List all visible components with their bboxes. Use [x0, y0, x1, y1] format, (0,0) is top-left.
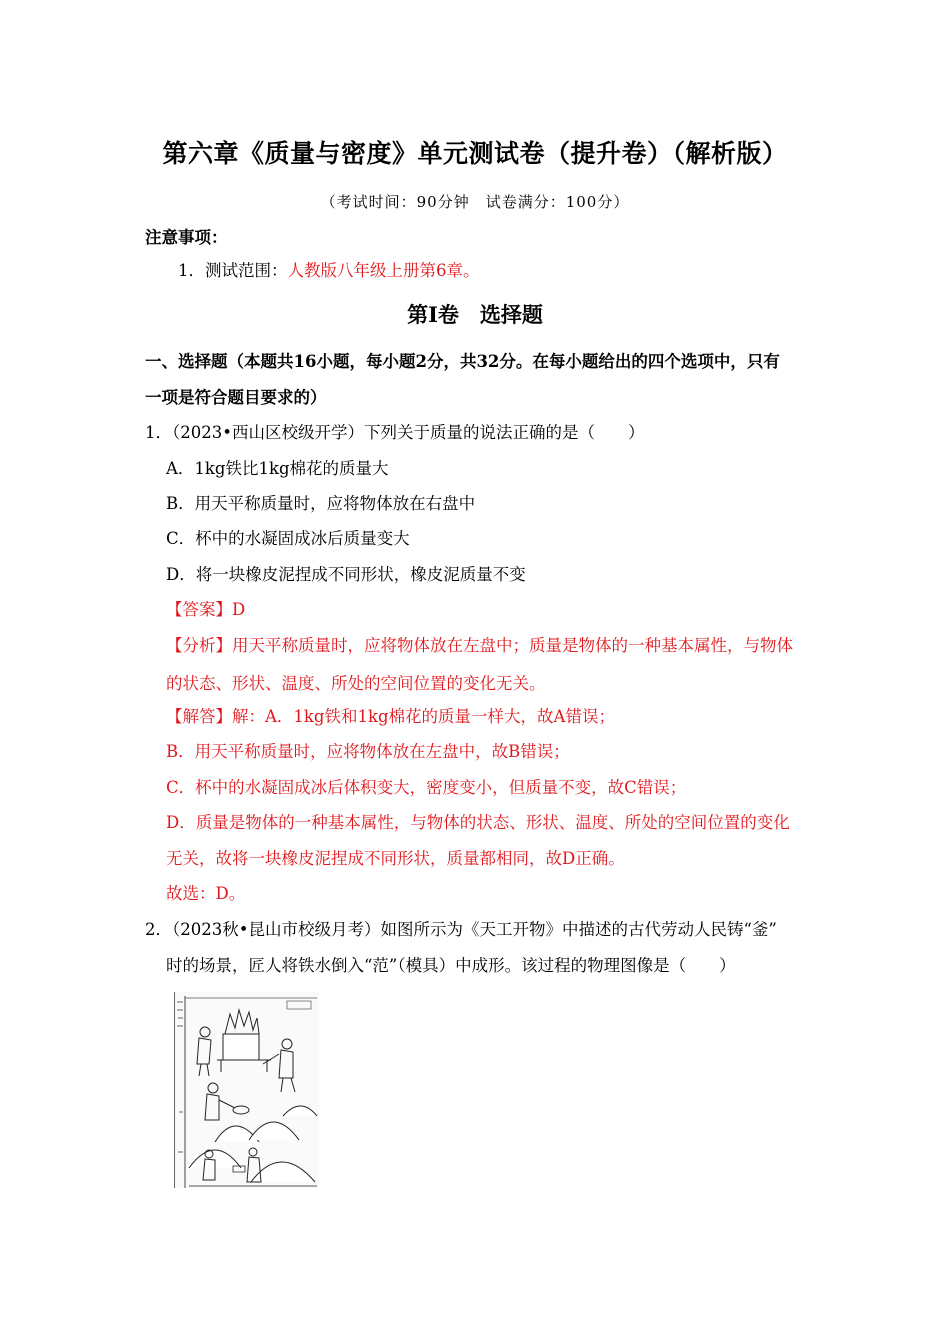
analysis-line1	[166, 634, 793, 658]
question-1-option-b: B．用天平称质量时，应将物体放在右盘中	[166, 494, 476, 513]
solution-option-d-line1: D．质量是物体的一种基本属性，与物体的状态、形状、温度、所处的空间位置的变化	[166, 813, 790, 832]
solution-line1	[166, 705, 615, 729]
final-choice: 故选：D。	[166, 884, 246, 903]
question-1-option-d: D．将一块橡皮泥捏成不同形状，橡皮泥质量不变	[166, 565, 526, 584]
solution-option-b: B．用天平称质量时，应将物体放在左盘中，故B错误；	[166, 742, 570, 761]
question-1-option-c: C．杯中的水凝固成冰后质量变大	[166, 529, 410, 548]
note-scope: 人教版八年级上册第6章。	[287, 261, 480, 280]
answer-tag: 【答案】	[166, 600, 232, 619]
note-item-1	[178, 259, 480, 283]
solution-text: 解：A．1kg铁和1kg棉花的质量一样大，故A错误；	[232, 707, 615, 726]
note-label: 1．测试范围：	[178, 261, 288, 280]
section-title: 第Ⅰ卷 选择题	[407, 302, 543, 327]
illustration-drawing	[175, 992, 319, 1188]
analysis-text: 用天平称质量时，应将物体放在左盘中；质量是物体的一种基本属性，与物体	[232, 636, 793, 655]
question-2-stem-line2: 时的场景，匠人将铁水倒入“范”（模具）中成形。该过程的物理图像是（ ）	[166, 956, 736, 975]
answer-value: D	[232, 600, 246, 619]
part-instructions-line1: 一、选择题（本题共16小题，每小题2分，共32分。在每小题给出的四个选项中，只有	[145, 352, 780, 371]
analysis-tag: 【分析】	[166, 636, 232, 655]
notes-heading: 注意事项：	[145, 228, 228, 247]
question-2-stem-line1: 2．（2023秋•昆山市校级月考）如图所示为《天工开物》中描述的古代劳动人民铸“釜”	[145, 920, 777, 939]
question-1-option-a: A．1kg铁比1kg棉花的质量大	[166, 459, 389, 478]
solution-tag: 【解答】	[166, 707, 232, 726]
question-1-stem: 1．（2023•西山区校级开学）下列关于质量的说法正确的是（ ）	[145, 423, 645, 442]
analysis-line2: 的状态、形状、温度、所处的空间位置的变化无关。	[166, 674, 546, 693]
solution-option-c: C．杯中的水凝固成冰后体积变大，密度变小，但质量不变，故C错误；	[166, 778, 687, 797]
part-instructions-line2: 一项是符合题目要求的）	[145, 388, 327, 407]
solution-option-d-line2: 无关，故将一块橡皮泥捏成不同形状，质量都相同，故D正确。	[166, 849, 625, 868]
answer-line	[166, 598, 245, 622]
document-title: 第六章《质量与密度》单元测试卷（提升卷）（解析版）	[162, 139, 788, 168]
exam-info: （考试时间：90分钟 试卷满分：100分）	[320, 193, 630, 211]
tiangong-kaiwu-casting-illustration	[174, 992, 319, 1188]
